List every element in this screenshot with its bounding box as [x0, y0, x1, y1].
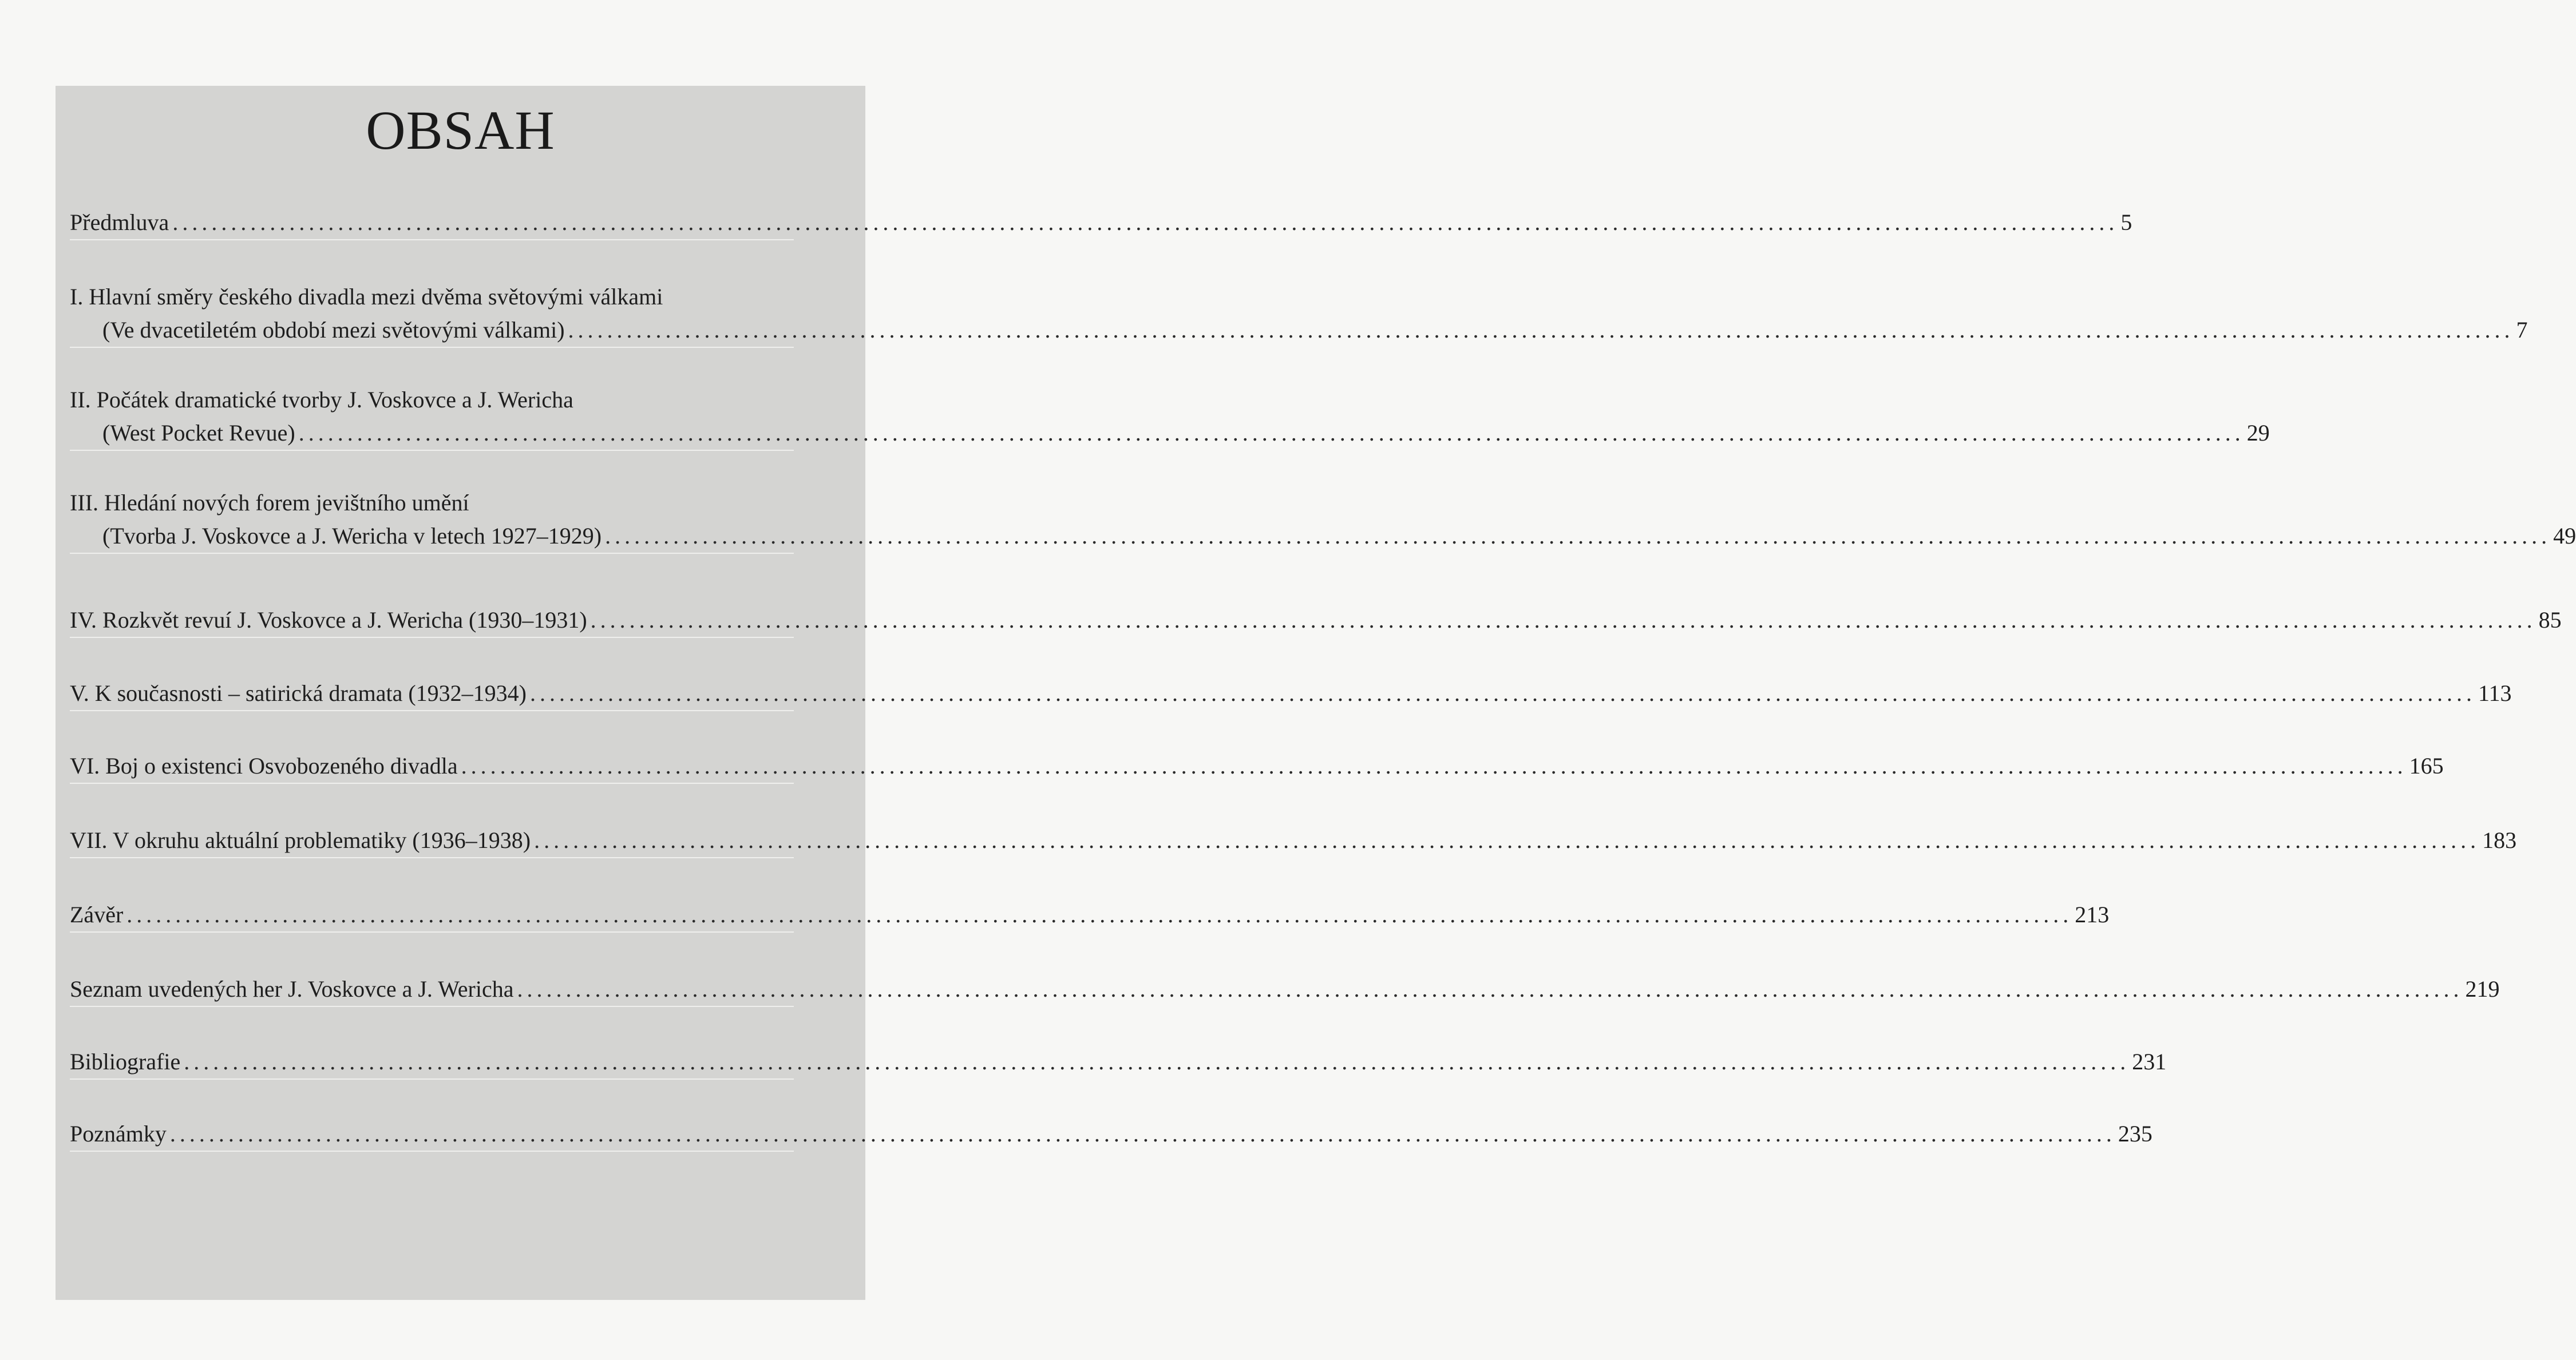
toc-entry-last-line	[70, 973, 2500, 1006]
toc-entry-last-line	[70, 206, 2132, 239]
toc-page-number: 235	[2118, 1121, 2152, 1147]
page-title: OBSAH	[366, 100, 555, 161]
toc-page-number: 29	[2246, 420, 2270, 446]
entry-divider	[70, 450, 794, 451]
toc-entry-last-line	[70, 1117, 2152, 1151]
toc-entry-text: (West Pocket Revue)	[102, 420, 295, 446]
entry-divider	[70, 931, 794, 933]
entry-divider	[70, 553, 794, 554]
dot-leader: ........................................................................................................................................................................................................	[534, 827, 2480, 853]
dot-leader: ........................................................................................................................................................................................................	[169, 1121, 2116, 1147]
dot-leader: ........................................................................................................................................................................................................	[568, 317, 2514, 343]
toc-entry-last-line	[102, 314, 2528, 347]
toc-entry-last-line	[70, 677, 2512, 710]
toc-entry-last-line	[70, 750, 2444, 783]
toc-page-number: 49	[2553, 523, 2576, 549]
dot-leader: ........................................................................................................................................................................................................	[530, 680, 2476, 706]
toc-page-number: 219	[2465, 976, 2500, 1002]
dot-leader: ........................................................................................................................................................................................................	[590, 607, 2537, 633]
toc-entry-text: Závěr	[70, 902, 124, 927]
toc-entry-text: V. K současnosti – satirická dramata (1932–1934)	[70, 680, 527, 706]
dot-leader: ........................................................................................................................................................................................................	[461, 753, 2407, 779]
toc-page-number: 213	[2075, 902, 2110, 927]
toc-entry-text: Bibliografie	[70, 1049, 181, 1074]
toc-entry-text: II. Počátek dramatické tvorby J. Voskovce a J. Wericha	[70, 387, 573, 413]
entry-divider	[70, 1151, 794, 1152]
toc-entry-line	[70, 486, 794, 520]
entry-divider	[70, 710, 794, 711]
dot-leader: ........................................................................................................................................................................................................	[298, 420, 2245, 446]
toc-entry-line	[70, 383, 794, 417]
entry-divider	[70, 239, 794, 240]
entry-divider	[70, 1079, 794, 1080]
toc-page-number: 113	[2478, 680, 2512, 706]
toc-entry-last-line	[102, 520, 2576, 553]
toc-entry-text: I. Hlavní směry českého divadla mezi dvěma světovými válkami	[70, 284, 663, 310]
toc-entry-last-line	[70, 898, 2110, 931]
toc-entry-text: III. Hledání nových forem jevištního umění	[70, 490, 469, 516]
toc-entry-text: Předmluva	[70, 209, 169, 235]
dot-leader: ........................................................................................................................................................................................................	[172, 209, 2119, 235]
dot-leader: ........................................................................................................................................................................................................	[184, 1049, 2130, 1074]
toc-entry-text: (Ve dvacetiletém období mezi světovými válkami)	[102, 317, 565, 343]
toc-page-number: 165	[2409, 753, 2444, 779]
toc-panel	[56, 86, 2576, 1300]
entry-divider	[70, 637, 794, 638]
entry-divider	[70, 857, 794, 858]
dot-leader: ........................................................................................................................................................................................................	[517, 976, 2463, 1002]
toc-entry-text: Seznam uvedených her J. Voskovce a J. Wericha	[70, 976, 514, 1002]
toc-entry-text: (Tvorba J. Voskovce a J. Wericha v letech 1927–1929)	[102, 523, 602, 549]
toc-page-number: 7	[2516, 317, 2528, 343]
toc-page-number: 183	[2482, 827, 2517, 853]
toc-entry-text: Poznámky	[70, 1121, 167, 1147]
entry-divider	[70, 1006, 794, 1007]
toc-entry-line	[70, 280, 794, 314]
entry-divider	[70, 783, 794, 784]
dot-leader: ........................................................................................................................................................................................................	[126, 902, 2073, 927]
toc-entry-last-line	[70, 1045, 2167, 1079]
toc-entry-last-line	[70, 604, 2562, 637]
toc-page-number: 85	[2538, 607, 2562, 633]
toc-entry-last-line	[70, 824, 2517, 857]
toc-page-number: 5	[2120, 209, 2132, 235]
toc-entry-text: VII. V okruhu aktuální problematiky (1936–1938)	[70, 827, 531, 853]
toc-entry-text: VI. Boj o existenci Osvobozeného divadla	[70, 753, 458, 779]
toc-entry-text: IV. Rozkvět revuí J. Voskovce a J. Wericha (1930–1931)	[70, 607, 587, 633]
toc-page-number: 231	[2132, 1049, 2167, 1074]
dot-leader: ........................................................................................................................................................................................................	[605, 523, 2551, 549]
entry-divider	[70, 347, 794, 348]
toc-entry-last-line	[102, 417, 2270, 450]
